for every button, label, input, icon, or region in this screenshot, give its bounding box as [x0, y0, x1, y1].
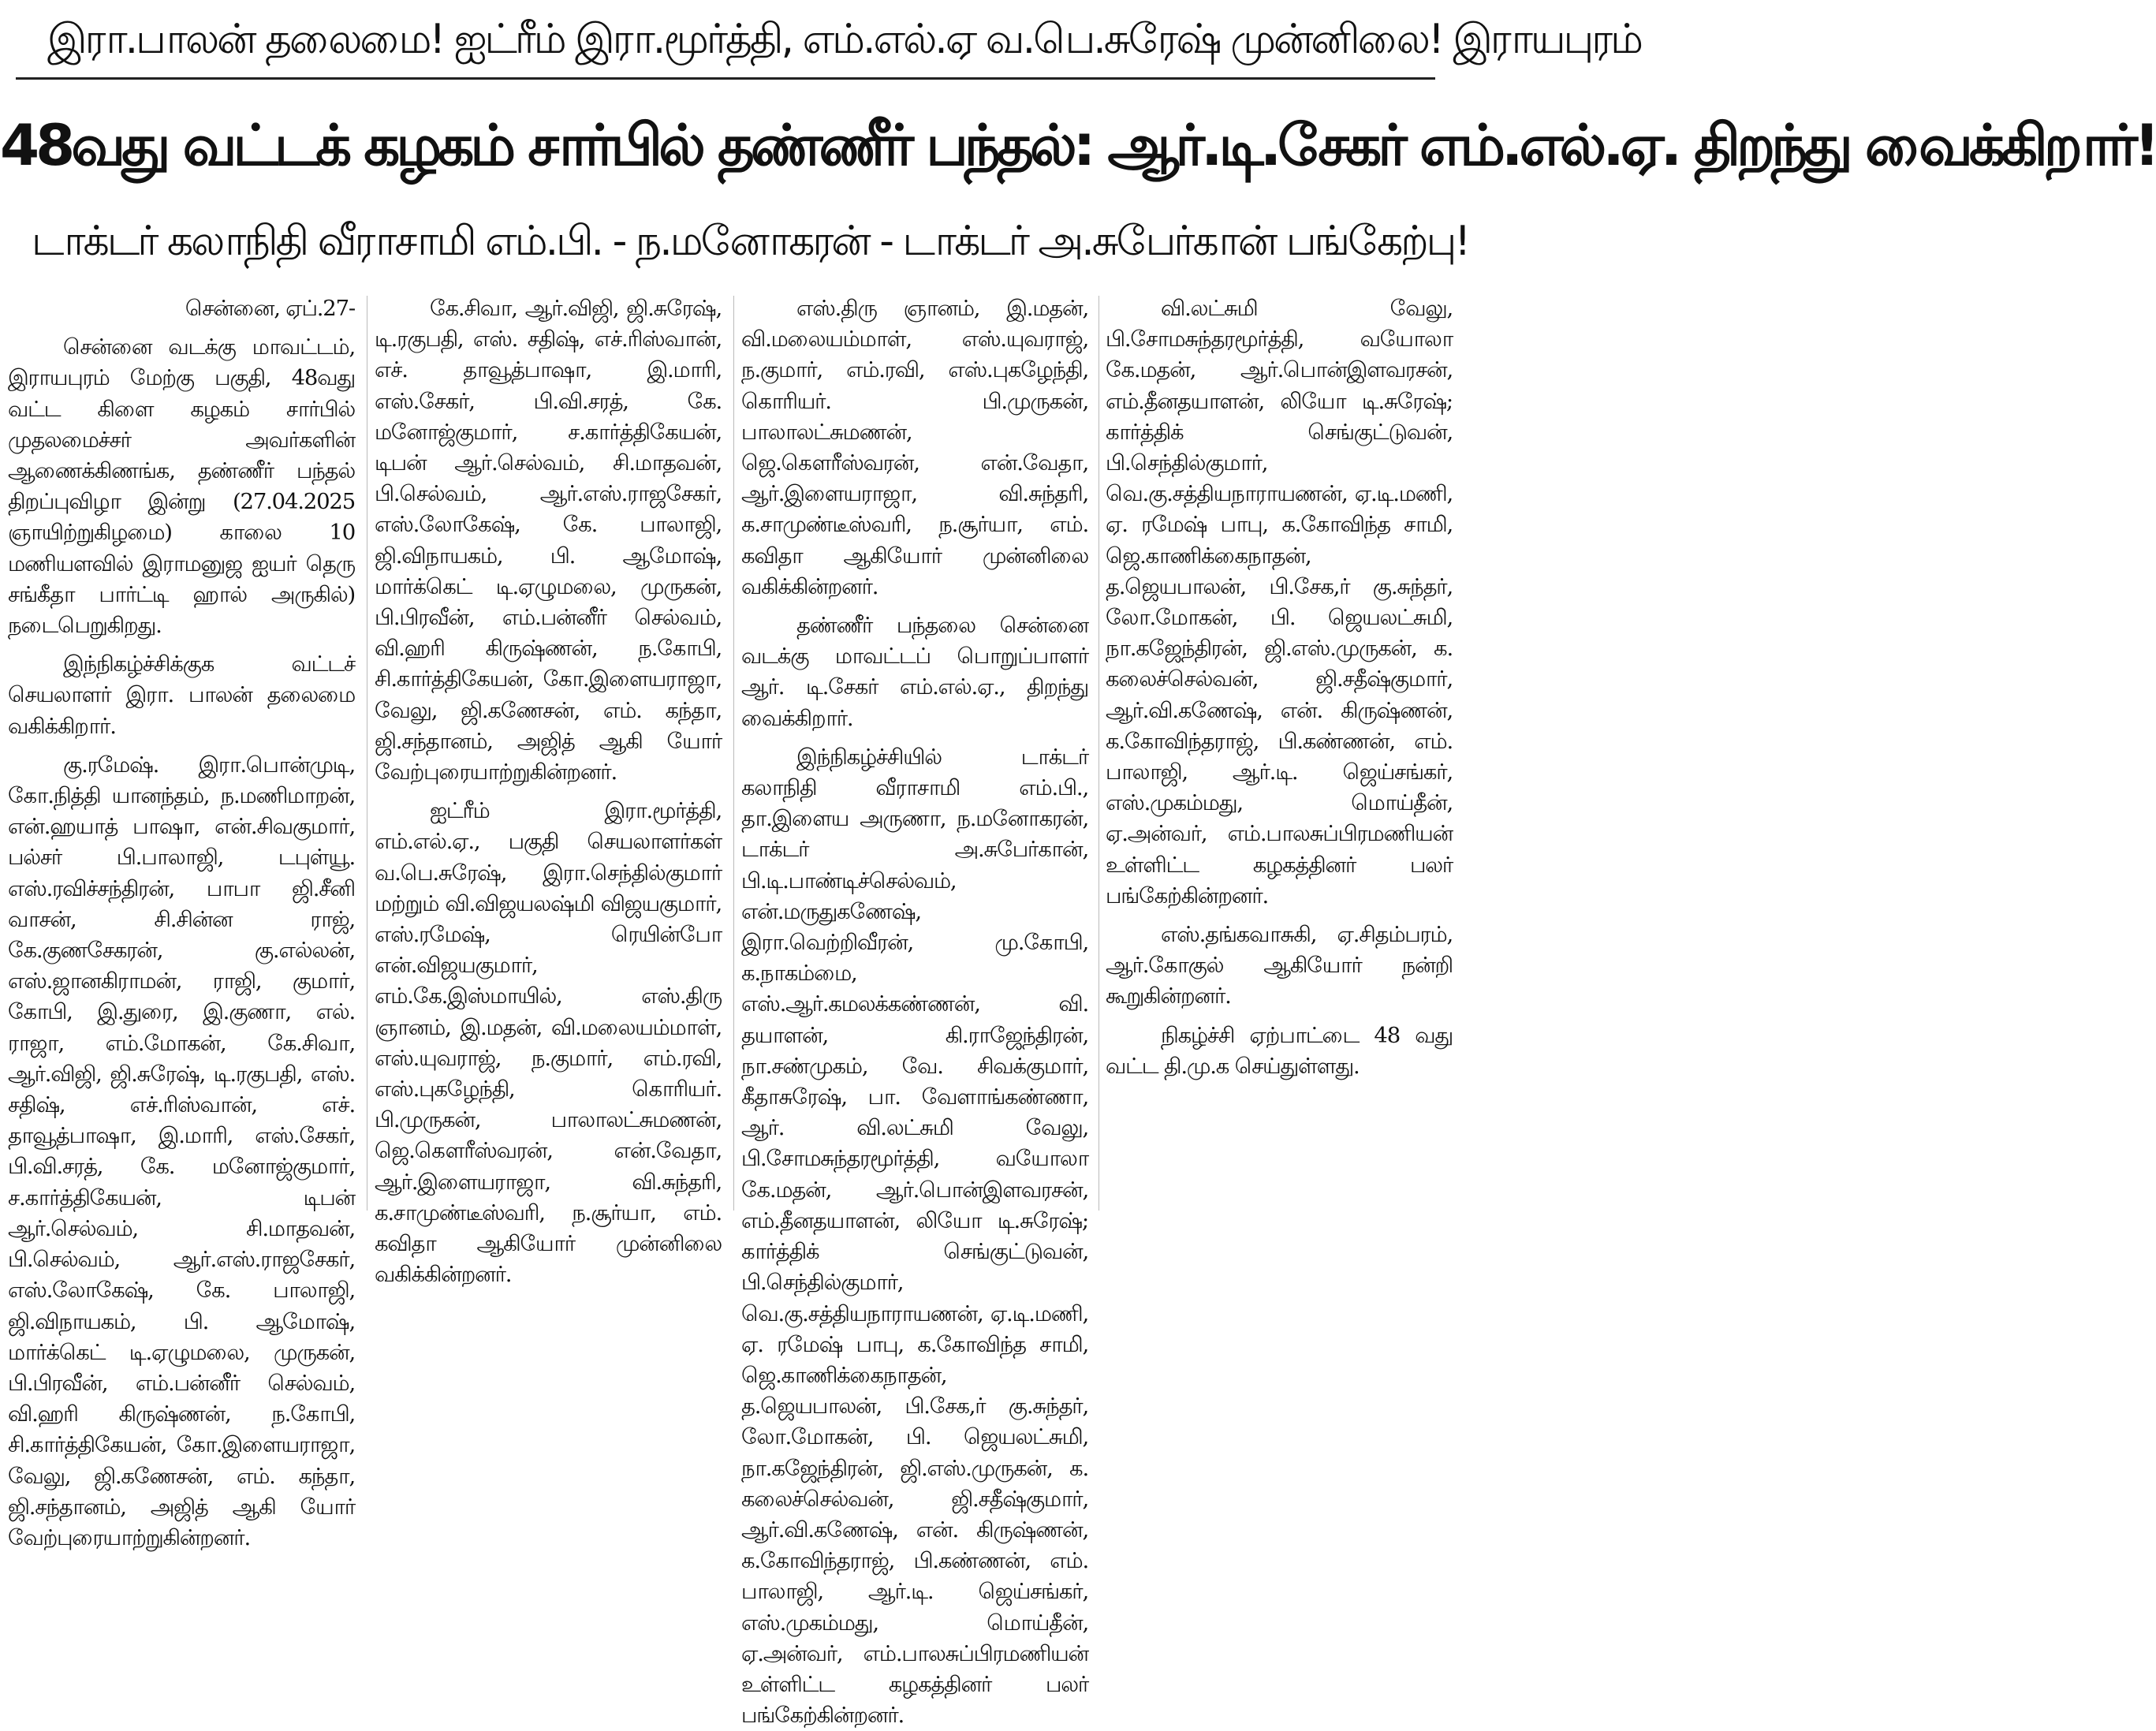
article-column-2: [375, 293, 722, 1288]
subheadline: டாக்டர் கலாநிதி வீராசாமி எம்.பி. - ந.மனோகரன் - டாக்டர் அ.சுபேர்கான் பங்கேற்பு!: [32, 218, 1469, 265]
paragraph-participants: இந்நிகழ்ச்சியில் டாக்டர் கலாநிதி வீராசாமி எம்.பி., தா.இளைய அருணா, ந.மனோகரன், டாக்டர் அ.சுபேர்கான், பி.டி.பாண்டிச்செல்வம், என்.மருதுகணேஷ், இரா.வெற்றிவீரன், மு.கோபி, க.நாகம்மை, எஸ்.ஆர்.கமலக்கண்ணன், வி. தயாளன், கி.ராஜேந்திரன், நா.சண்முகம், வே. சிவக்குமார், கீதாசுரேஷ், பா. வேளாங்கண்ணா, ஆர். வி.லட்சுமி வேலு, பி.சோமசுந்தரமூர்த்தி, வயோலா கே.மதன், ஆர்.பொன்இளவரசன், எம்.தீனதயாளன், லியோ டி.சுரேஷ்; கார்த்திக் செங்குட்டுவன், பி.செந்தில்குமார், வெ.கு.சத்தியநாராயணன், ஏ.டி.மணி, ஏ. ரமேஷ் பாபு, க.கோவிந்த சாமி, ஜெ.காணிக்கைநாதன், த.ஜெயபாலன், பி.சேக,ர் கு.சுந்தர், லோ.மோகன், பி. ஜெயலட்சுமி, நா.கஜேந்திரன், ஜி.எஸ்.முருகன், க. கலைச்செல்வன், ஜி.சதீஷ்குமார், ஆர்.வி.கணேஷ், என். கிருஷ்ணன், க.கோவிந்தராஜ், பி.கண்ணன், எம். பாலாஜி, ஆர்.டி. ஜெய்சங்கர், எஸ்.முகம்மது, மொய்தீன், ஏ.அன்வர், எம்.பாலசுப்பிரமணியன் உள்ளிட்ட கழகத்தினர் பலர் பங்கேற்கின்றனர்.: [741, 744, 1088, 1729]
header-divider: [16, 77, 1435, 80]
paragraph-intro: சென்னை வடக்கு மாவட்டம், இராயபுரம் மேற்கு பகுதி, 48வது வட்ட கிளை கழகம் சார்பில் முதலமைச்சர் அவர்களின் ஆணைக்கிணங்க, தண்ணீர் பந்தல் திறப்புவிழா இன்று (27.04.2025 ஞாயிற்றுகிழமை) காலை 10 மணியளவில் இராமனுஜ ஐயர் தெரு சங்கீதா பார்ட்டி ஹால் அருகில்) நடைபெறுகிறது.: [8, 334, 355, 639]
paragraph-welcome-continued: கே.சிவா, ஆர்.விஜி, ஜி.சுரேஷ், டி.ரகுபதி, எஸ். சதிஷ், எச்.ரிஸ்வான், எச். தாவூத்பாஷா, இ.மாரி, எஸ்.சேகர், பி.வி.சரத், கே. மனோஜ்குமார், ச.கார்த்திகேயன், டிபன் ஆர்.செல்வம், சி.மாதவன், பி.செல்வம், ஆர்.எஸ்.ராஜசேகர், எஸ்.லோகேஷ், கே. பாலாஜி, ஜி.விநாயகம், பி. ஆமோஷ், மார்க்கெட் டி.ஏழுமலை, முருகன், பி.பிரவீன், எம்.பன்னீர் செல்வம், வி.ஹரி கிருஷ்ணன், ந.கோபி, சி.கார்த்திகேயன், கோ.இளையராஜா, வேலு, ஜி.கணேசன், எம். கந்தா, ஜி.சந்தானம், அஜித் ஆகி யோர் வேற்புரையாற்றுகின்றனர்.: [375, 296, 722, 785]
paragraph-presence-continued: எஸ்.திரு ஞானம், இ.மதன், வி.மலையம்மாள், எஸ்.யுவராஜ், ந.குமார், எம்.ரவி, எஸ்.புகழேந்தி, கொரியர். பி.முருகன், பாலாலட்சுமணன், ஜெ.கௌரீஸ்வரன், என்.வேதா, ஆர்.இளையராஜா, வி.சுந்தரி, க.சாமுண்டீஸ்வரி, ந.சூர்யா, எம். கவிதா ஆகியோர் முன்னிலை வகிக்கின்றனர்.: [741, 296, 1088, 599]
paragraph-presence: ஐட்ரீம் இரா.மூர்த்தி, எம்.எல்.ஏ., பகுதி செயலாளர்கள் வ.பெ.சுரேஷ், இரா.செந்தில்குமார் மற்றும் வி.விஜயலஷ்மி விஜயகுமார், எஸ்.ரமேஷ், ரெயின்போ என்.விஜயகுமார், எம்.கே.இஸ்மாயில், எஸ்.திரு ஞானம், இ.மதன், வி.மலையம்மாள், எஸ்.யுவராஜ், ந.குமார், எம்.ரவி, எஸ்.புகழேந்தி, கொரியர். பி.முருகன், பாலாலட்சுமணன், ஜெ.கௌரீஸ்வரன், என்.வேதா, ஆர்.இளையராஜா, வி.சுந்தரி, க.சாமுண்டீஸ்வரி, ந.சூர்யா, எம். கவிதா ஆகியோர் முன்னிலை வகிக்கின்றனர்.: [375, 798, 722, 1288]
article-column-3: [741, 293, 1088, 1729]
article-column-1: [8, 293, 355, 1550]
paragraph-opening: தண்ணீர் பந்தலை சென்னை வடக்கு மாவட்டப் பொறுப்பாளர் ஆர். டி.சேகர் எம்.எல்.ஏ., திறந்து வைக்கிறார்.: [741, 613, 1088, 731]
headline: 48வது வட்டக் கழகம் சார்பில் தண்ணீர் பந்தல்: ஆர்.டி.சேகர் எம்.எல்.ஏ. திறந்து வைக்கிறார்!: [0, 112, 2156, 178]
paragraph-participants-continued: வி.லட்சுமி வேலு, பி.சோமசுந்தரமூர்த்தி, வயோலா கே.மதன், ஆர்.பொன்இளவரசன், எம்.தீனதயாளன், லியோ டி.சுரேஷ்; கார்த்திக் செங்குட்டுவன், பி.செந்தில்குமார், வெ.கு.சத்தியநாராயணன், ஏ.டி.மணி, ஏ. ரமேஷ் பாபு, க.கோவிந்த சாமி, ஜெ.காணிக்கைநாதன், த.ஜெயபாலன், பி.சேக,ர் கு.சுந்தர், லோ.மோகன், பி. ஜெயலட்சுமி, நா.கஜேந்திரன், ஜி.எஸ்.முருகன், க. கலைச்செல்வன், ஜி.சதீஷ்குமார், ஆர்.வி.கணேஷ், என். கிருஷ்ணன், க.கோவிந்தராஜ், பி.கண்ணன், எம். பாலாஜி, ஆர்.டி. ஜெய்சங்கர், எஸ்.முகம்மது, மொய்தீன், ஏ.அன்வர், எம்.பாலசுப்பிரமணியன் உள்ளிட்ட கழகத்தினர் பலர் பங்கேற்கின்றனர்.: [1106, 296, 1453, 908]
article-column-4: [1106, 293, 1453, 1216]
paragraph-thanks: எஸ்.தங்கவாசுகி, ஏ.சிதம்பரம், ஆர்.கோகுல் ஆகியோர் நன்றி கூறுகின்றனர்.: [1106, 922, 1453, 1009]
dateline: சென்னை, ஏப்.27-: [185, 296, 355, 321]
kicker-line: இரா.பாலன் தலைமை! ஐட்ரீம் இரா.மூர்த்தி, எம்.எல்.ஏ வ.பெ.சுரேஷ் முன்னிலை! இராயபுரம்: [47, 16, 1641, 63]
paragraph-chair: இந்நிகழ்ச்சிக்குக வட்டச் செயலாளர் இரா. பாலன் தலைமை வகிக்கிறார்.: [8, 651, 355, 739]
paragraph-welcome: கு.ரமேஷ். இரா.பொன்முடி, கோ.நித்தி யானந்தம், ந.மணிமாறன், என்.ஹயாத் பாஷா, என்.சிவகுமார், பல்சர் பி.பாலாஜி, டபுள்யூ. எஸ்.ரவிச்சந்திரன், பாபா ஜி.சீனி வாசன், சி.சின்ன ராஜ், கே.குணசேகரன், கு.எல்லன், எஸ்.ஜானகிராமன், ராஜி, குமார், கோபி, இ.துரை, இ.குணா, எல். ராஜா, எம்.மோகன், கே.சிவா, ஆர்.விஜி, ஜி.சுரேஷ், டி.ரகுபதி, எஸ். சதிஷ், எச்.ரிஸ்வான், எச். தாவூத்பாஷா, இ.மாரி, எஸ்.சேகர், பி.வி.சரத், கே. மனோஜ்குமார், ச.கார்த்திகேயன், டிபன் ஆர்.செல்வம், சி.மாதவன், பி.செல்வம், ஆர்.எஸ்.ராஜசேகர், எஸ்.லோகேஷ், கே. பாலாஜி, ஜி.விநாயகம், பி. ஆமோஷ், மார்க்கெட் டி.ஏழுமலை, முருகன், பி.பிரவீன், எம்.பன்னீர் செல்வம், வி.ஹரி கிருஷ்ணன், ந.கோபி, சி.கார்த்திகேயன், கோ.இளையராஜா, வேலு, ஜி.கணேசன், எம். கந்தா, ஜி.சந்தானம், அஜித் ஆகி யோர் வேற்புரையாற்றுகின்றனர்.: [8, 752, 355, 1550]
paragraph-organizer: நிகழ்ச்சி ஏற்பாட்டை 48 வது வட்ட தி.மு.க செய்துள்ளது.: [1106, 1022, 1453, 1079]
column-divider: [733, 296, 734, 1211]
